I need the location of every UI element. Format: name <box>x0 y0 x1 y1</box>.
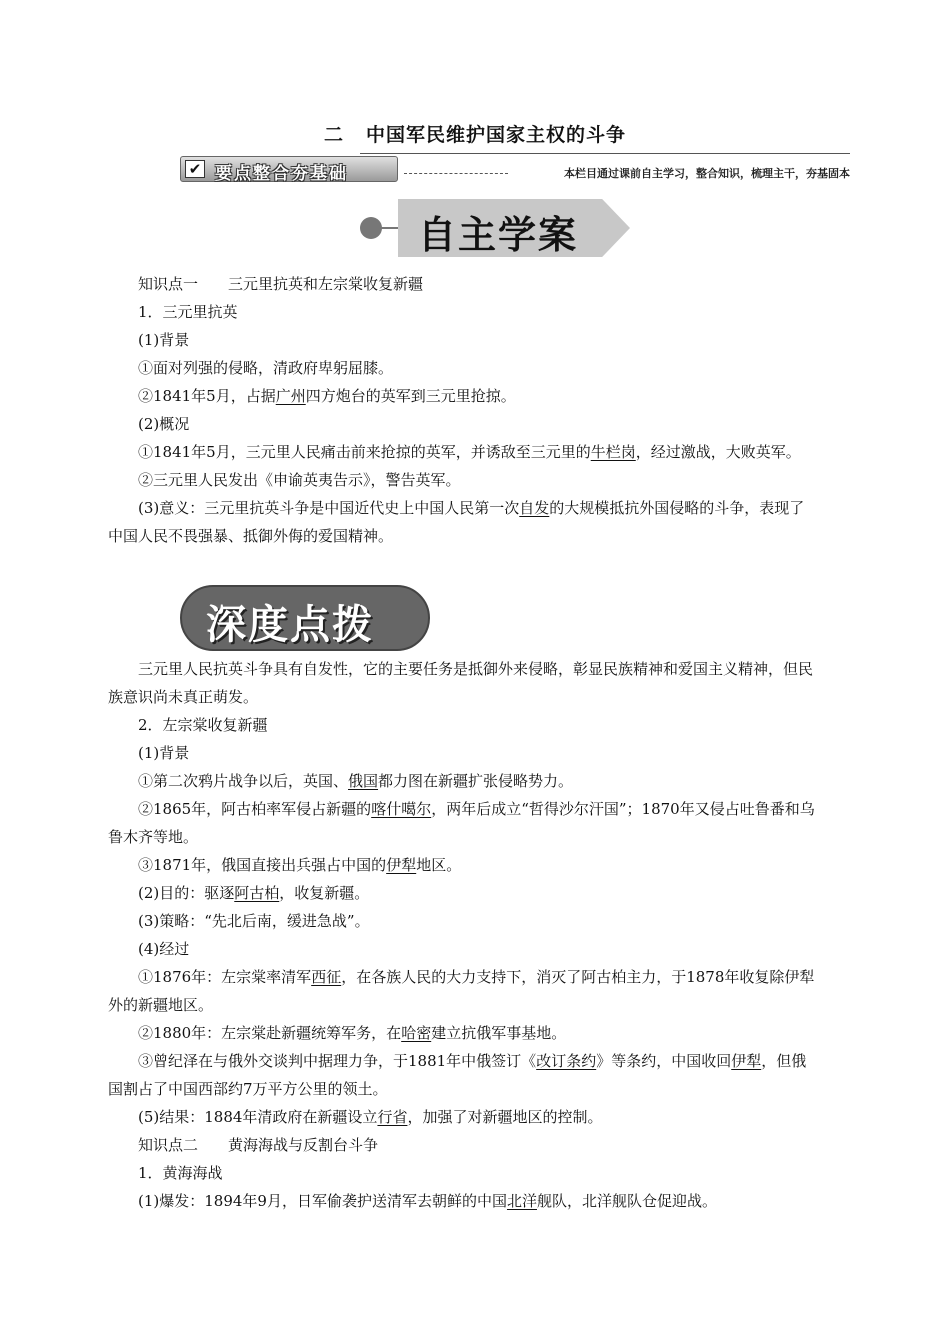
banner-dashed-line <box>404 173 508 174</box>
paragraph <box>108 326 818 354</box>
banner-note: 本栏目通过课前自主学习，整合知识，梳理主干，夯基固本 <box>564 167 850 180</box>
text-run: 三元里抗英和左宗棠收复新疆 <box>228 275 424 293</box>
text-run: (1)背景 <box>138 744 190 762</box>
paragraph <box>108 711 818 739</box>
paragraph <box>108 1131 818 1159</box>
underlined-answer: 北洋 <box>506 1192 537 1210</box>
paragraph <box>108 935 818 963</box>
text-run: ①1876年：左宗棠率清军 <box>138 968 312 986</box>
text-run: 都力图在新疆扩张侵略势力。 <box>378 772 574 790</box>
paragraph <box>108 466 818 494</box>
text-run: ①面对列强的侵略，清政府卑躬屈膝。 <box>138 359 394 377</box>
paragraph <box>108 494 818 550</box>
paragraph <box>108 655 818 711</box>
title-number: 二 <box>323 124 344 146</box>
underlined-answer: 伊犁 <box>731 1052 762 1070</box>
paragraph <box>108 907 818 935</box>
paragraph <box>108 1047 818 1103</box>
text-run: 1．三元里抗英 <box>138 303 238 321</box>
text-run: (1)爆发：1894年9月，日军偷袭护送清军去朝鲜的中国 <box>138 1192 507 1210</box>
paragraph <box>108 298 818 326</box>
paragraph <box>108 1159 818 1187</box>
text-run: ，但俄国割占了中国西部约7万平方公里的领土。 <box>108 1052 807 1098</box>
section-header-zizhu <box>360 196 630 266</box>
paragraph <box>108 879 818 907</box>
paragraph <box>108 270 818 298</box>
text-run: 的大规模抵抗外国侵略的斗争，表现了中国人民不畏强暴、抵御外侮的爱国精神。 <box>108 499 805 545</box>
text-run: ，两年后成立“哲得沙尔汗国”；1870年又侵占吐鲁番和乌鲁木齐等地。 <box>108 800 815 846</box>
text-run: 知识点二 <box>138 1136 199 1154</box>
banner-label: 要点整合夯基础 <box>215 164 348 184</box>
underlined-answer: 行省 <box>377 1108 408 1126</box>
paragraph <box>108 739 818 767</box>
text-run: ③曾纪泽在与俄外交谈判中据理力争，于1881年中俄签订《 <box>138 1052 537 1070</box>
section-title-shendu: 深度点拨 <box>206 602 374 648</box>
text-run: 知识点一 <box>138 275 199 293</box>
text-run: ①1841年5月，三元里人民痛击前来抢掠的英军，并诱敌至三元里的 <box>138 443 591 461</box>
underlined-answer: 喀什噶尔 <box>371 800 432 818</box>
text-run: 舰队，北洋舰队仓促迎战。 <box>536 1192 717 1210</box>
text-run: ②1841年5月，占据 <box>138 387 276 405</box>
text-run: 1．黄海海战 <box>138 1164 223 1182</box>
text-run: ，收复新疆。 <box>279 884 370 902</box>
section-header-shendu <box>180 585 430 651</box>
paragraph <box>108 1187 818 1215</box>
paragraph <box>108 1103 818 1131</box>
text-run: (4)经过 <box>138 940 190 958</box>
underlined-answer: 俄国 <box>348 772 379 790</box>
section-banner <box>180 153 850 189</box>
paragraph <box>108 767 818 795</box>
underlined-answer: 广州 <box>275 387 306 405</box>
paragraph <box>108 963 818 1019</box>
paragraph <box>108 382 818 410</box>
underlined-answer: 改订条约 <box>536 1052 597 1070</box>
text-run: 黄海海战与反割台斗争 <box>228 1136 379 1154</box>
banner-rule <box>360 153 850 154</box>
paragraph <box>108 354 818 382</box>
text-run: ②1880年：左宗棠赴新疆统筹军务，在 <box>138 1024 402 1042</box>
text-run: (5)结果：1884年清政府在新疆设立 <box>138 1108 378 1126</box>
text-run: ③1871年，俄国直接出兵强占中国的 <box>138 856 387 874</box>
underlined-answer: 哈密 <box>401 1024 432 1042</box>
underlined-answer: 自发 <box>519 499 550 517</box>
text-run: 四方炮台的英军到三元里抢掠。 <box>305 387 516 405</box>
paragraph <box>108 438 818 466</box>
paragraph <box>108 795 818 851</box>
text-run: 2．左宗棠收复新疆 <box>138 716 268 734</box>
text-run: (3)策略：“先北后南，缓进急战”。 <box>138 912 370 930</box>
text-run: 》等条约，中国收回 <box>596 1052 732 1070</box>
text-run: ②1865年，阿古柏率军侵占新疆的 <box>138 800 372 818</box>
page-title <box>0 120 950 147</box>
underlined-answer: 西征 <box>311 968 342 986</box>
underlined-answer: 牛栏岗 <box>590 443 636 461</box>
text-run: ①第二次鸦片战争以后，英国、 <box>138 772 349 790</box>
content-block-2 <box>108 655 818 1215</box>
banner-label-box <box>180 156 398 182</box>
check-icon: ✔ <box>185 160 205 178</box>
title-text: 中国军民维护国家主权的斗争 <box>366 124 627 146</box>
text-run: ，经过激战，大败英军。 <box>635 443 801 461</box>
underlined-answer: 阿古柏 <box>234 884 280 902</box>
text-run: 地区。 <box>416 856 462 874</box>
text-run: ②三元里人民发出《申谕英夷告示》，警告英军。 <box>138 471 461 489</box>
paragraph <box>108 851 818 879</box>
text-run: (2)概况 <box>138 415 190 433</box>
text-run: (3)意义：三元里抗英斗争是中国近代史上中国人民第一次 <box>138 499 520 517</box>
text-run: ，在各族人民的大力支持下，消灭了阿古柏主力，于1878年收复除伊犁外的新疆地区。 <box>108 968 815 1014</box>
paragraph <box>108 410 818 438</box>
text-run: 建立抗俄军事基地。 <box>431 1024 567 1042</box>
text-run: ，加强了对新疆地区的控制。 <box>407 1108 603 1126</box>
paragraph <box>108 1019 818 1047</box>
underlined-answer: 伊犁 <box>386 856 417 874</box>
text-run: 三元里人民抗英斗争具有自发性，它的主要任务是抵御外来侵略，彰显民族精神和爱国主义精神，但民族意识尚未真正萌发。 <box>108 660 814 706</box>
text-run: (1)背景 <box>138 331 190 349</box>
section-title-zizhu: 自主学案 <box>418 213 579 257</box>
text-run: (2)目的：驱逐 <box>138 884 235 902</box>
content-block-1 <box>108 270 818 550</box>
